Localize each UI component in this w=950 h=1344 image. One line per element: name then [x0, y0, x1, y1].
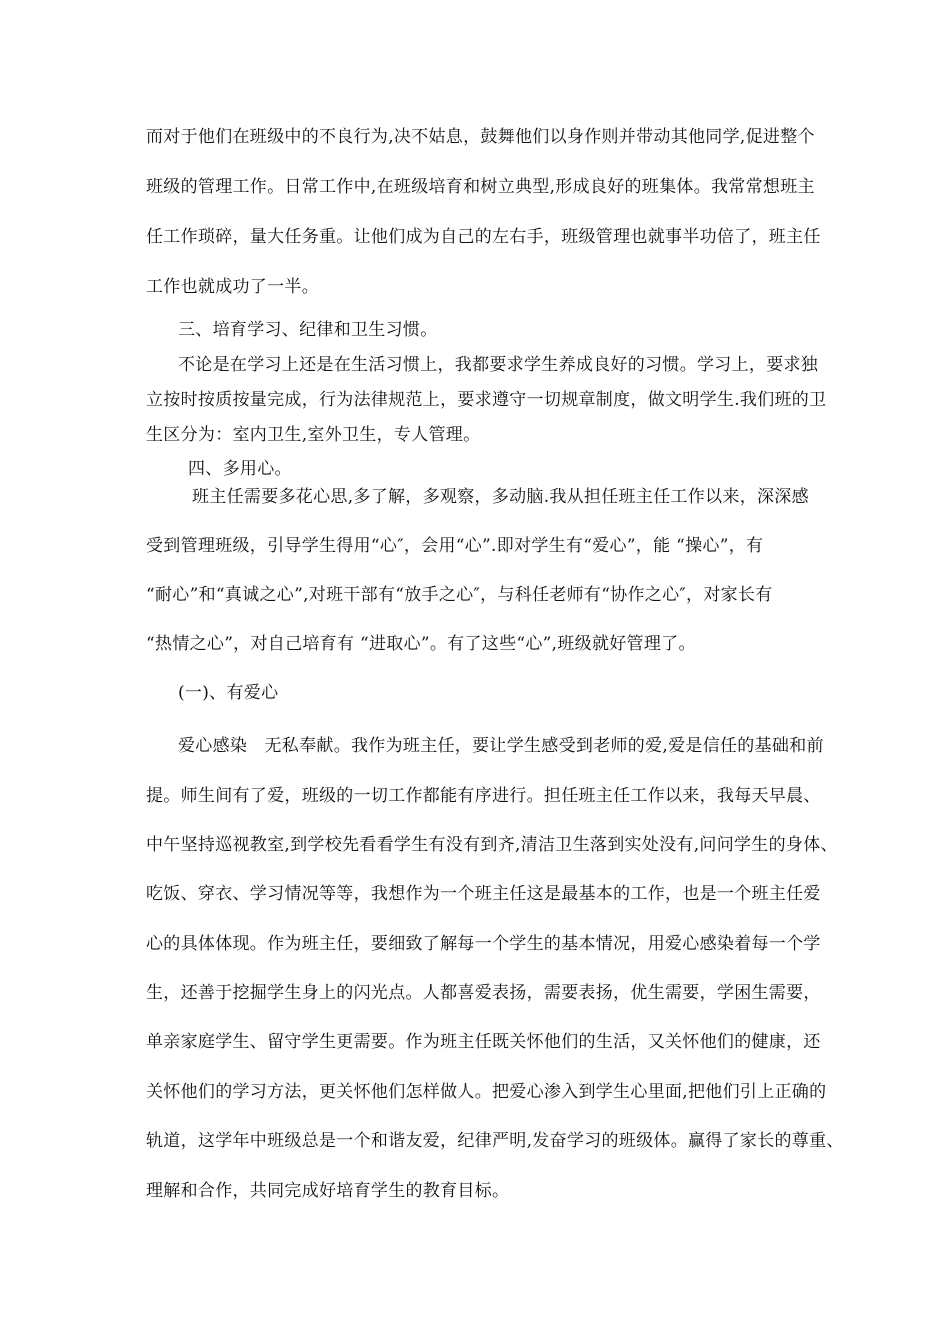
paragraph-line: 吃饭、穿衣、学习情况等等，我想作为一个班主任这是最基本的工作，也是一个班主任爱	[146, 884, 821, 904]
section-heading: 三、培育学习、纪律和卫生习惯。	[178, 320, 438, 340]
paragraph-line: 任工作琐碎，量大任务重。让他们成为自己的左右手，班级管理也就事半功倍了，班主任	[146, 227, 821, 247]
paragraph-line: 理解和合作，共同完成好培育学生的教育目标。	[146, 1181, 510, 1201]
paragraph-line: 中午坚持巡视教室,到学校先看看学生有没有到齐,清洁卫生落到实处没有,问问学生的身体、	[146, 835, 838, 855]
paragraph-line: 工作也就成功了一半。	[146, 277, 319, 297]
paragraph-line: 生，还善于挖掘学生身上的闪光点。人都喜爱表扬，需要表扬，优生需要，学困生需要，	[146, 983, 821, 1003]
paragraph-line: 班级的管理工作。日常工作中,在班级培育和树立典型,形成良好的班集体。我常常想班主	[146, 177, 815, 197]
paragraph-line: 班主任需要多花心思,多了解，多观察，多动脑.我从担任班主任工作以来，深深感	[192, 487, 809, 507]
paragraph-line: 心的具体体现。作为班主任，要细致了解每一个学生的基本情况，用爱心感染着每一个学	[146, 934, 821, 954]
paragraph-line: 轨道，这学年中班级总是一个和谐友爱，纪律严明,发奋学习的班级体。赢得了家长的尊重、	[146, 1131, 844, 1151]
subsection-heading: (一)、有爱心	[178, 683, 279, 703]
paragraph-line: 不论是在学习上还是在生活习惯上，我都要求学生养成良好的习惯。学习上，要求独	[178, 355, 819, 375]
paragraph-line: 爱心感染 无私奉献。我作为班主任，要让学生感受到老师的爱,爱是信任的基础和前	[178, 736, 824, 756]
section-heading: 四、多用心。	[188, 459, 292, 479]
paragraph-line: “耐心”和“真诚之心”,对班干部有“放手之心″，与科任老师有“协作之心″，对家长有	[146, 585, 773, 605]
paragraph-line: 生区分为：室内卫生,室外卫生，专人管理。	[146, 425, 481, 445]
paragraph-line: 单亲家庭学生、留守学生更需要。作为班主任既关怀他们的生活，又关怀他们的健康，还	[146, 1032, 821, 1052]
paragraph-line: “热情之心”，对自己培育有 “进取心”。有了这些“心”,班级就好管理了。	[146, 634, 696, 654]
paragraph-line: 关怀他们的学习方法，更关怀他们怎样做人。把爱心渗入到学生心里面,把他们引上正确的	[146, 1082, 827, 1102]
paragraph-line: 而对于他们在班级中的不良行为,决不姑息，鼓舞他们以身作则并带动其他同学,促进整个	[146, 127, 815, 147]
paragraph-line: 立按时按质按量完成，行为法律规范上，要求遵守一切规章制度，做文明学生.我们班的卫	[146, 390, 827, 410]
paragraph-line: 提。师生间有了爱，班级的一切工作都能有序进行。担任班主任工作以来，我每天早晨、	[146, 786, 821, 806]
paragraph-line: 受到管理班级，引导学生得用“心″，会用“心”.即对学生有“爱心”，能 “操心”，有	[146, 536, 764, 556]
